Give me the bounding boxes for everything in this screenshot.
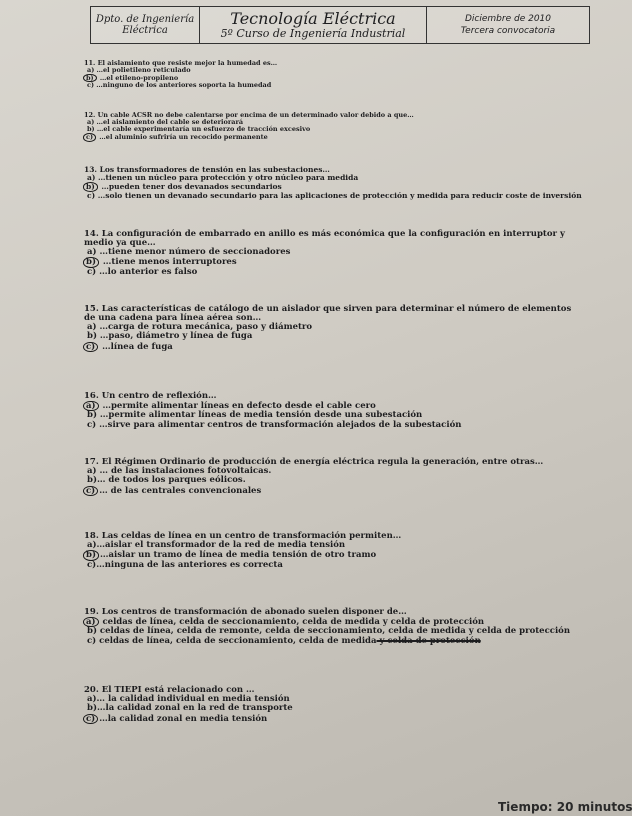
exam-header [90,6,590,44]
option-c: c) …solo tienen un devanado secundario para las aplicaciones de protección y medida para reducir coste de inversión [87,190,582,200]
question-title: 18. Las celdas de línea en un centro de transformación permiten… [84,531,402,541]
answer-circle: b) [83,182,98,192]
option-a: a) …el polietileno reticulado [87,65,191,74]
date-cell [427,7,589,43]
question-title: 12. Un cable ACSR no debe calentarse por encima de un determinado valor debido a que… [84,111,414,119]
option-c: c) …lo anterior es falso [87,266,198,277]
answer-circle: a) [83,617,99,628]
question-14 [84,230,584,277]
question-title: 20. El TIEPI está relacionado con … [84,685,255,695]
option-a-text: …permite alimentar líneas en defecto desde el cable cero [99,400,376,411]
question-12 [84,112,584,142]
option-a: a)…aislar el transformador de la red de media tensión [87,539,346,550]
option-c: c)…ninguna de las anteriores es correcta [87,559,283,570]
exam-date: Diciembre de 2010 [464,14,551,24]
time-limit: Tiempo: 20 minutos [498,800,632,814]
option-a: a) …tienen un núcleo para protección y otro núcleo para medida [87,172,359,182]
option-a: a) … de las instalaciones fotovoltaicas. [87,465,272,476]
option-c-text: …la calidad zonal en media tensión [99,713,268,724]
question-11 [84,60,584,90]
department-line-2: Eléctrica [122,25,168,36]
option-c [84,714,584,725]
option-b-text: …el etileno-propileno [97,73,179,82]
option-a: a) …el aislamiento del cable se deteriorará [87,117,244,126]
answer-circle: c) [83,133,96,142]
option-a: a) …carga de rotura mecánica, paso y diámetro [87,321,313,332]
option-c-text: …el aluminio sufriría un recocido permanente [97,133,268,142]
option-c [84,342,584,353]
option-a: a) …tiene menor número de seccionadores [87,246,291,257]
option-a: a)… la calidad individual en media tensión [87,693,290,704]
question-13 [84,166,584,200]
question-title: 13. Los transformadores de tensión en las subestaciones… [84,165,330,174]
option-c [84,637,584,646]
question-title: 17. El Régimen Ordinario de producción de energía eléctrica regula la generación, entre otras… [84,457,544,467]
answer-circle: b) [83,550,99,561]
subject-cell [200,7,427,43]
question-15 [84,305,584,352]
answer-circle: c) [83,714,98,725]
answer-circle: b) [83,74,97,83]
question-16 [84,392,584,430]
exam-call: Tercera convocatoria [460,26,556,36]
answer-circle: b) [83,257,99,268]
course-name: 5º Curso de Ingeniería Industrial [220,27,406,40]
option-c: c) …sirve para alimentar centros de transformación alejados de la subestación [87,419,462,430]
option-c: c) …ninguno de los anteriores soporta la humedad [87,81,272,90]
subject-title: Tecnología Eléctrica [230,9,396,28]
question-title: 15. Las características de catálogo de un aislador que sirven para determinar el número de elementos de una cadena para línea aérea son… [84,304,572,323]
option-b-text: …tiene menos interruptores [99,257,237,268]
option-b-text: …pueden tener dos devanados secundarios [98,182,282,192]
option-b: b) celdas de línea, celda de remonte, celda de seccionamiento, celda de medida y celda de protección [87,626,571,637]
option-a-text: celdas de línea, celda de seccionamiento, celda de medida y celda de protección [99,616,485,627]
struck-through-text: y celda de protección [376,635,481,646]
question-title: 19. Los centros de transformación de abonado suelen disponer de… [84,607,407,617]
option-b: b) …paso, diámetro y línea de fuga [87,331,253,342]
option-c [84,133,584,142]
question-17 [84,458,584,496]
department-line-1: Dpto. de Ingeniería [95,14,195,25]
answer-circle: c) [83,486,98,497]
department-cell [91,7,200,43]
option-c-text: … de las centrales convencionales [99,485,262,496]
option-b: b) …el cable experimentaría un esfuerzo de tracción excesivo [87,124,311,133]
question-18 [84,532,584,570]
option-c [84,486,584,497]
option-b: b) …permite alimentar líneas de media tensión desde una subestación [87,410,423,421]
answer-circle: a) [83,401,99,412]
question-title: 11. El aislamiento que resiste mejor la humedad es… [84,59,278,67]
option-b: b)… de todos los parques eólicos. [87,475,246,486]
option-c-text: c) celdas de línea, celda de seccionamiento, celda de medida [87,635,377,646]
question-title: 14. La configuración de embarrado en anillo es más económica que la configuración en interruptor y medio ya que… [84,229,565,248]
option-b-text: …aislar un tramo de línea de media tensión de otro tramo [99,550,377,561]
option-c-text: …línea de fuga [99,341,173,352]
answer-circle: c) [83,342,98,353]
question-19 [84,608,584,646]
question-title: 16. Un centro de reflexión… [84,391,217,401]
question-20 [84,686,584,724]
option-b: b)…la calidad zonal en la red de transporte [87,703,293,714]
